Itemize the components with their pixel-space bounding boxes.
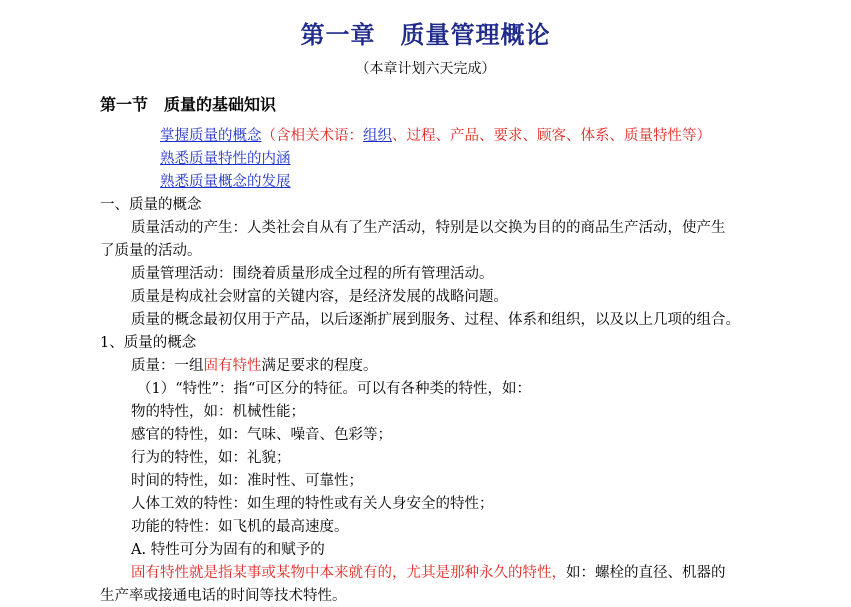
definition-highlight: 固有特性 bbox=[203, 358, 262, 374]
paragraph-1-cont: 了质量的活动。 bbox=[100, 243, 202, 259]
objective-line-2 bbox=[160, 148, 820, 170]
quality-definition bbox=[131, 355, 791, 377]
definition-suffix: 满足要求的程度。 bbox=[261, 358, 378, 374]
paragraph-1: 质量活动的产生：人类社会自从有了生产活动，特别是以交换为目的的商品生产活动，使产生 bbox=[131, 220, 726, 236]
trait-time: 时间的特性，如：准时性、可靠性； bbox=[131, 473, 363, 489]
inherent-trait-example: 如：螺栓的直径、机器的 bbox=[566, 565, 726, 581]
heading-1-concept: 1、质量的概念 bbox=[100, 335, 197, 351]
definition-prefix: 质量：一组 bbox=[131, 358, 204, 374]
trait-function: 功能的特性：如飞机的最高速度。 bbox=[131, 519, 349, 535]
trait-intro: （1）“特性”：指“可区分的特征。可以有各种类的特性，如： bbox=[137, 381, 531, 397]
inherent-trait-line bbox=[131, 562, 791, 584]
chapter-title: 第一章 质量管理概论 bbox=[300, 21, 551, 49]
trait-behavior: 行为的特性，如：礼貌； bbox=[131, 450, 291, 466]
objective-line-3 bbox=[160, 171, 820, 193]
paragraph-4: 质量的概念最初仅用于产品，以后逐渐扩展到服务、过程、体系和组织，以及以上几项的组合。 bbox=[131, 312, 740, 328]
trait-sensory: 感官的特性，如：气味、噪音、色彩等； bbox=[131, 427, 392, 443]
objective-note-rest: 、过程、产品、要求、顾客、体系、质量特性等） bbox=[392, 128, 711, 144]
inherent-trait-cont: 生产率或接通电话的时间等技术特性。 bbox=[100, 588, 347, 604]
trait-ergonomic: 人体工效的特性：如生理的特性或有关人身安全的特性； bbox=[131, 496, 494, 512]
link-organization[interactable]: 组织 bbox=[363, 128, 392, 144]
chapter-subtitle: （本章计划六天完成） bbox=[355, 61, 496, 77]
link-quality-concept[interactable]: 掌握质量的概念 bbox=[160, 128, 262, 144]
point-a: A. 特性可分为固有的和赋予的 bbox=[131, 542, 325, 558]
objective-note-open: （含相关术语： bbox=[261, 128, 363, 144]
trait-physical: 物的特性，如：机械性能； bbox=[131, 404, 305, 420]
objective-line-1 bbox=[160, 125, 820, 147]
link-quality-development[interactable]: 熟悉质量概念的发展 bbox=[160, 174, 291, 190]
link-quality-characteristics[interactable]: 熟悉质量特性的内涵 bbox=[160, 151, 291, 167]
paragraph-2: 质量管理活动：围绕着质量形成全过程的所有管理活动。 bbox=[131, 266, 494, 282]
heading-quality-concept: 一、质量的概念 bbox=[100, 197, 202, 213]
section-heading: 第一节 质量的基础知识 bbox=[100, 95, 277, 114]
inherent-trait-red: 固有特性就是指某事或某物中本来就有的，尤其是那种永久的特性， bbox=[131, 565, 566, 581]
paragraph-3: 质量是构成社会财富的关键内容，是经济发展的战略问题。 bbox=[131, 289, 508, 305]
